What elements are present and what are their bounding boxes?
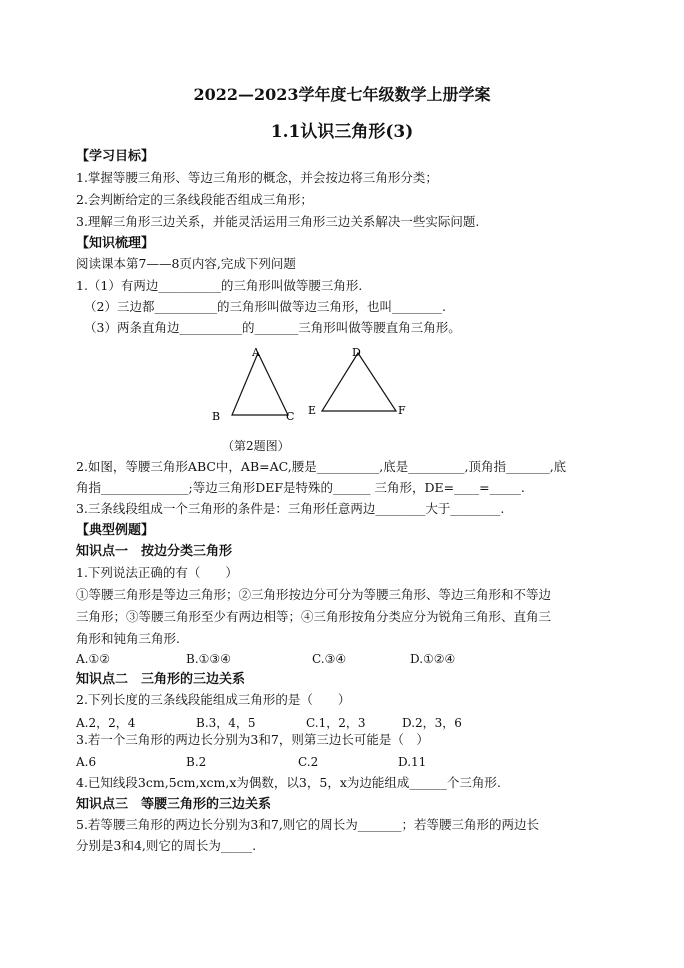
option-b: B.3，4，5 xyxy=(196,716,256,730)
option-d: D.2，3，6 xyxy=(402,716,462,730)
vertex-label-c: C xyxy=(286,410,295,423)
vertex-label-e: E xyxy=(308,404,317,417)
objective-item: 2.会判断给定的三条线段能否组成三角形； xyxy=(76,192,313,207)
triangle-abc xyxy=(232,353,288,415)
example-5-line-2: 分别是3和4,则它的周长为_____. xyxy=(76,838,257,853)
option-a: A.6 xyxy=(76,755,97,769)
question-2-line-2: 角指______________;等边三角形DEF是特殊的______ 三角形，DE=____=_____. xyxy=(76,480,525,495)
example-1-body: 角形和钝角三角形. xyxy=(76,631,180,646)
option-b: B.①③④ xyxy=(186,652,231,666)
knowledge-point-1: 知识点一 按边分类三角形 xyxy=(76,544,233,559)
option-c: C.1，2，3 xyxy=(306,716,366,730)
review-intro: 阅读课本第7——8页内容,完成下列问题 xyxy=(76,256,296,271)
question-1: 1.（1）有两边__________的三角形叫做等腰三角形. xyxy=(76,278,363,293)
example-1-stem: 1.下列说法正确的有（ ） xyxy=(76,565,238,580)
option-d: D.①②④ xyxy=(410,652,456,666)
question-3: 3.三条线段组成一个三角形的条件是：三角形任意两边________大于________. xyxy=(76,501,505,516)
vertex-label-d: D xyxy=(352,346,361,359)
page-title: 2022—2023学年度七年级数学上册学案 xyxy=(193,85,491,104)
option-d: D.11 xyxy=(398,755,427,769)
question-2-line-1: 2.如图，等腰三角形ABC中，AB=AC,腰是__________,底是_________,顶角指_______,底 xyxy=(76,459,567,474)
option-a: A.2，2，4 xyxy=(76,716,136,730)
option-c: C.2 xyxy=(298,755,319,769)
lesson-subtitle: 1.1认识三角形(3) xyxy=(270,122,414,142)
vertex-label-b: B xyxy=(212,410,221,423)
example-5-line-1: 5.若等腰三角形的两边长分别为3和7,则它的周长为_______；若等腰三角形的两边长 xyxy=(76,817,540,832)
example-2-stem: 2.下列长度的三条线段能组成三角形的是（ ） xyxy=(76,692,351,707)
option-a: A.①② xyxy=(76,652,110,666)
triangle-def xyxy=(322,353,396,411)
example-3-stem: 3.若一个三角形的两边长分别为3和7，则第三边长可能是（ ） xyxy=(76,732,429,747)
review-heading: 【知识梳理】 xyxy=(76,236,155,251)
option-b: B.2 xyxy=(186,755,207,769)
knowledge-point-2: 知识点二 三角形的三边关系 xyxy=(76,672,246,687)
example-4: 4.已知线段3cm,5cm,xcm,x为偶数，以3，5，x为边能组成______个三角形. xyxy=(76,775,501,790)
knowledge-point-3: 知识点三 等腰三角形的三边关系 xyxy=(76,797,272,812)
vertex-label-f: F xyxy=(398,404,406,417)
option-c: C.③④ xyxy=(312,652,347,666)
vertex-label-a: A xyxy=(252,346,260,359)
triangle-figure xyxy=(200,340,440,430)
example-1-body: ①等腰三角形是等边三角形；②三角形按边分可分为等腰三角形、等边三角形和不等边 xyxy=(76,587,552,602)
examples-heading: 【典型例题】 xyxy=(76,523,155,538)
question-1-part-3: （3）两条直角边__________的_______三角形叫做等腰直角三角形。 xyxy=(84,320,461,335)
objectives-heading: 【学习目标】 xyxy=(76,149,155,164)
objective-item: 1.掌握等腰三角形、等边三角形的概念，并会按边将三角形分类； xyxy=(76,170,438,185)
figure-caption: （第2题图） xyxy=(222,439,290,453)
example-1-body: 三角形；③等腰三角形至少有两边相等；④三角形按角分类应分为锐角三角形、直角三 xyxy=(76,609,552,624)
question-1-part-2: （2）三边都__________的三角形叫做等边三角形，也叫________. xyxy=(84,299,446,314)
objective-item: 3.理解三角形三边关系，并能灵活运用三角形三边关系解决一些实际问题. xyxy=(76,214,480,229)
